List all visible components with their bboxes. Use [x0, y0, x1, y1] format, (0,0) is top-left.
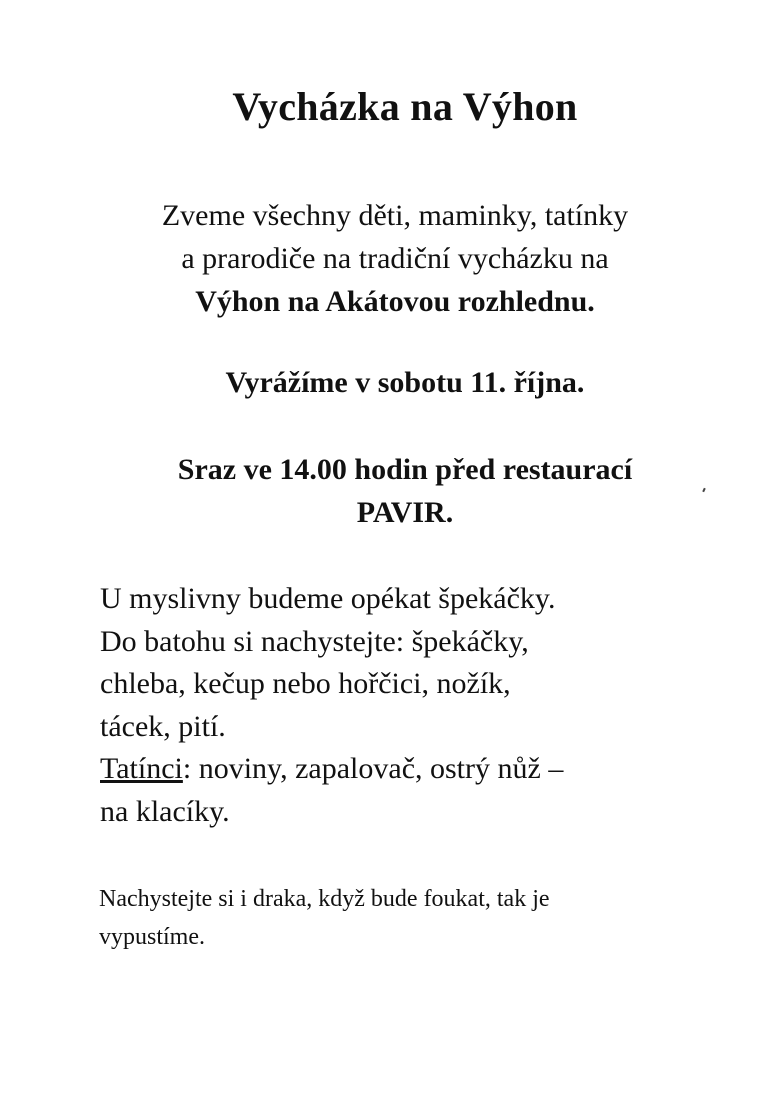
details-line-6: na klacíky. — [100, 794, 230, 828]
details-line-4: tácek, pití. — [100, 709, 226, 743]
footer-line-1: Nachystejte si i draka, když bude foukat, tak je — [99, 886, 550, 912]
invitation-paragraph — [0, 194, 770, 323]
departure-date: Vyrážíme v sobotu 11. října. — [225, 366, 585, 399]
details-line-2: Do batohu si nachystejte: špekáčky, — [100, 624, 529, 658]
dads-items: : noviny, zapalovač, ostrý nůž – — [182, 752, 564, 785]
page-title: Vycházka na Výhon — [232, 84, 578, 129]
details-dads-line — [100, 748, 740, 791]
dads-label: Tatínci — [100, 752, 183, 785]
meeting-line-2: PAVIR. — [356, 496, 454, 529]
invitation-destination: Výhon na Akátovou rozhlednu. — [195, 285, 595, 318]
footer-paragraph — [99, 880, 739, 956]
invitation-line-2: a prarodiče na tradiční vycházku na — [181, 242, 609, 275]
footer-line-2: vypustíme. — [99, 924, 205, 950]
details-line-1: U myslivny budeme opékat špekáčky. — [100, 582, 556, 615]
invitation-line-1: Zveme všechny děti, maminky, tatínky — [161, 199, 629, 232]
details-line-3: chleba, kečup nebo hořčici, nožík, — [100, 667, 511, 700]
details-paragraph — [100, 578, 740, 833]
meeting-line-1: Sraz ve 14.00 hodin před restaurací — [177, 453, 633, 486]
meeting-point — [0, 448, 770, 534]
